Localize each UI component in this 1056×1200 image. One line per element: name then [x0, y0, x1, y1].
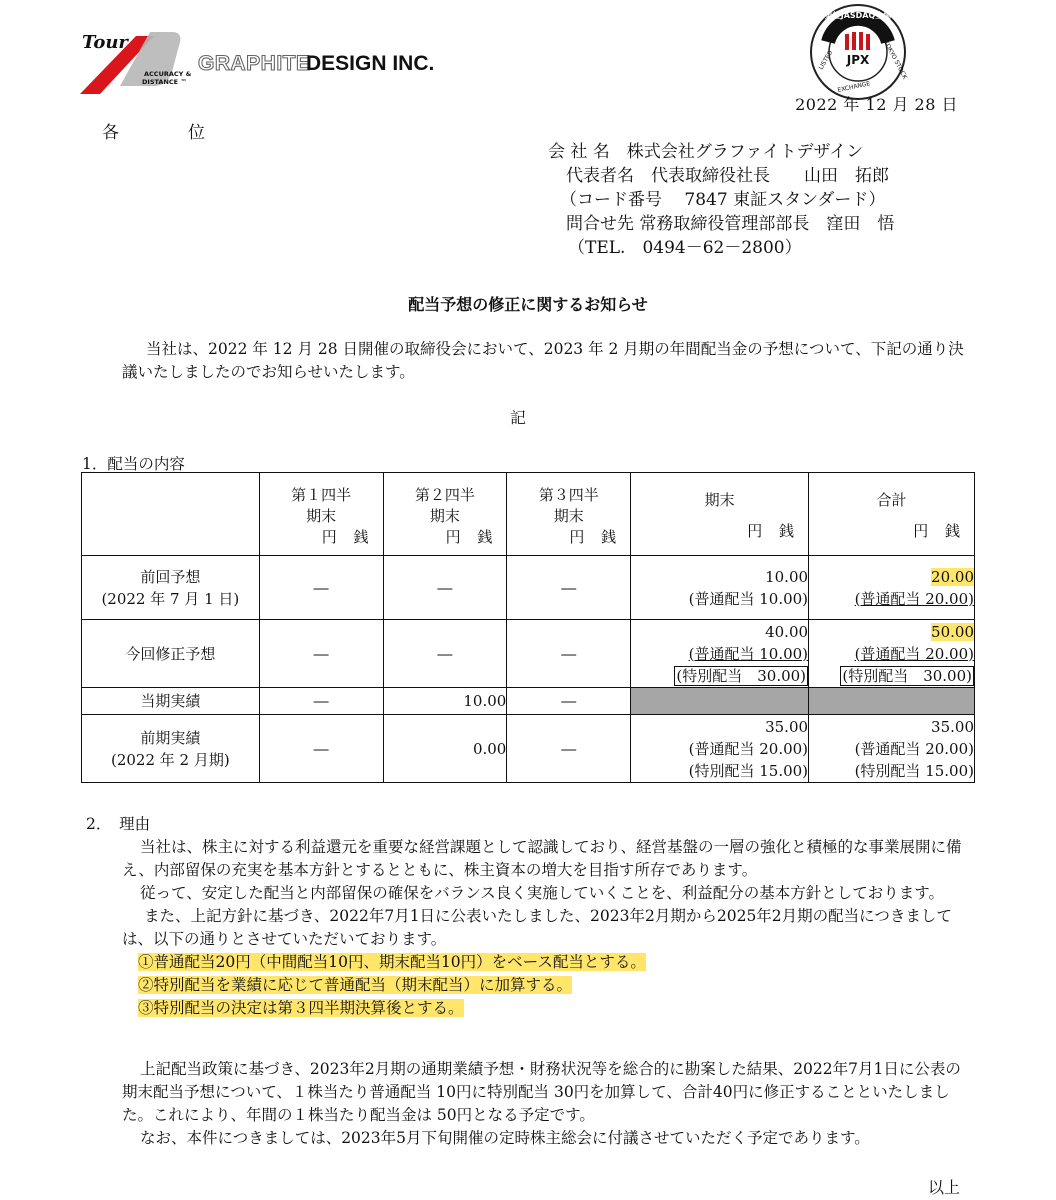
- header-q3-line1: 第３四半: [538, 485, 599, 504]
- policy-item: [122, 997, 964, 1020]
- row-label-line2: (2022 年 2 月期): [110, 750, 230, 769]
- header-q3-unit: 円 銭: [569, 527, 623, 546]
- svg-text:JPX: JPX: [846, 53, 870, 67]
- policy-item-text: ①普通配当20円（中間配当10円、期末配当10円）をベース配当とする。: [138, 953, 646, 971]
- total-ordinary: (普通配当 20.00): [854, 589, 974, 608]
- year-end-special: (特別配当 30.00): [676, 666, 807, 685]
- cell-total-empty: [809, 688, 975, 715]
- cell-q2: ―: [383, 556, 507, 620]
- cell-q1: ―: [259, 688, 383, 715]
- total-ordinary: (普通配当 20.00): [854, 644, 974, 663]
- svg-text:GRAPHITE: GRAPHITE: [198, 52, 311, 75]
- header-year-end-label: 期末: [704, 491, 735, 509]
- sender-code: （コード番号 7847 東証スタンダード）: [560, 190, 886, 210]
- closing-paragraph: なお、本件につきましては、2023年5月下旬開催の定時株主総会に付議させていただく予定であります。: [140, 1129, 870, 1147]
- ki-mark: 記: [510, 409, 526, 427]
- header-q2-line1: 第２四半: [414, 485, 475, 504]
- header-q1-unit: 円 銭: [321, 527, 375, 546]
- table-header-row: [82, 473, 975, 556]
- closing-paragraph: 上記配当政策に基づき、2023年2月期の通期業績予想・財務状況等を総合的に勘案した結果、2022年7月1日に公表の期末配当予想について、１株当たり普通配当 10円に特別配当 30円を加算して、合計40円に修正することといたしました。これにより、年間の１株当たり配当金は 50円となる予定です。: [122, 1060, 961, 1124]
- header-q2-unit: 円 銭: [445, 527, 499, 546]
- cell-year-end: [631, 715, 809, 783]
- header-q3: [507, 473, 631, 556]
- sender-company: 会 社 名 株式会社グラファイトデザイン: [548, 142, 864, 162]
- policy-item-text: ③特別配当の決定は第３四半期決算後とする。: [138, 999, 464, 1017]
- section1-heading: 1．配当の内容: [82, 455, 185, 473]
- year-end-ordinary: (普通配当 10.00): [688, 644, 809, 663]
- table-row: [82, 688, 975, 715]
- row-label-line1: 前回予想: [140, 567, 201, 586]
- year-end-value: 40.00: [765, 622, 809, 641]
- table-row: [82, 715, 975, 783]
- year-end-special: (特別配当 15.00): [688, 761, 809, 780]
- cell-year-end: [631, 556, 809, 620]
- svg-text:Tour: Tour: [82, 32, 128, 53]
- total-value: 20.00: [931, 567, 974, 586]
- policy-item: [122, 974, 964, 997]
- row-label: [82, 620, 260, 688]
- svg-text:EXCHANGE: EXCHANGE: [836, 80, 871, 94]
- svg-text:LISTED: LISTED: [817, 49, 835, 71]
- header-total-label: 合計: [876, 491, 907, 509]
- header-year-end: [631, 473, 809, 556]
- header-q1: [259, 473, 383, 556]
- cell-q2: ―: [383, 620, 507, 688]
- year-end-ordinary: (普通配当 20.00): [688, 739, 809, 758]
- cell-q3: ―: [507, 620, 631, 688]
- cell-total: [809, 715, 975, 783]
- header-total-unit: 円 銭: [913, 522, 966, 540]
- section2-heading: 2． 理由: [86, 815, 151, 833]
- jpx-listing-seal: [808, 2, 908, 102]
- sender-tel: （TEL. 0494－62－2800）: [568, 238, 802, 258]
- cell-total: [809, 620, 975, 688]
- total-value: 35.00: [931, 717, 974, 736]
- cell-q3: ―: [507, 715, 631, 783]
- cell-q2: 0.00: [383, 715, 507, 783]
- cell-q3: ―: [507, 556, 631, 620]
- total-special: (特別配当 30.00): [842, 666, 972, 685]
- total-value: 50.00: [931, 622, 974, 641]
- header-year-end-unit: 円 銭: [747, 522, 801, 540]
- svg-text:東証JASDAQ上場: 東証JASDAQ上場: [824, 11, 892, 20]
- cell-q1: ―: [259, 620, 383, 688]
- svg-text:DESIGN INC.: DESIGN INC.: [306, 52, 435, 75]
- year-end-value: 10.00: [765, 567, 809, 586]
- sender-representative: 代表者名 代表取締役社長 山田 拓郎: [566, 166, 889, 186]
- addressee-char-2: 位: [188, 123, 207, 143]
- row-label-line1: 当期実績: [140, 692, 201, 710]
- document-date: 2022 年 12 月 28 日: [795, 95, 958, 114]
- reason-paragraph: 従って、安定した配当と内部留保の確保をバランス良く実施していくことを、利益配分の基本方針としております。: [140, 884, 944, 902]
- policy-item-text: ②特別配当を業績に応じて普通配当（期末配当）に加算する。: [138, 976, 573, 994]
- company-logo: [80, 26, 470, 94]
- dividend-table: [81, 472, 975, 783]
- header-total: [809, 473, 975, 556]
- year-end-value: 35.00: [765, 717, 809, 736]
- cell-year-end: [631, 620, 809, 688]
- header-q3-line2: 期末: [553, 506, 584, 525]
- header-q1-line1: 第１四半: [291, 485, 352, 504]
- table-row: [82, 620, 975, 688]
- total-ordinary: (普通配当 20.00): [854, 739, 974, 758]
- cell-total: [809, 556, 975, 620]
- row-label: [82, 556, 260, 620]
- svg-text:ACCURACY &: ACCURACY &: [144, 70, 192, 78]
- svg-text:DISTANCE ™: DISTANCE ™: [142, 78, 187, 86]
- document-title: 配当予想の修正に関するお知らせ: [408, 295, 648, 314]
- row-label: [82, 715, 260, 783]
- total-special: (特別配当 15.00): [854, 761, 974, 780]
- cell-q2: 10.00: [383, 688, 507, 715]
- end-mark: 以上: [927, 1178, 960, 1197]
- cell-q1: ―: [259, 556, 383, 620]
- year-end-ordinary: (普通配当 10.00): [688, 589, 809, 608]
- intro-paragraph: 当社は、2022 年 12 月 28 日開催の取締役会において、2023 年 2 月期の年間配当金の予想について、下記の通り決議いたしましたのでお知らせいたします。: [122, 340, 964, 381]
- reason-paragraph: 当社は、株主に対する利益還元を重要な経営課題として認識しており、経営基盤の一層の強化と積極的な事業展開に備え、内部留保の充実を基本方針とするとともに、株主資本の増大を目指す所存であります。: [122, 838, 962, 879]
- reason-paragraph: また、上記方針に基づき、2022年7月1日に公表いたしました、2023年2月期から2025年2月期の配当につきましては、以下の通りとさせていただいております。: [122, 907, 952, 948]
- cell-year-end-empty: [631, 688, 809, 715]
- addressee-char-1: 各: [102, 123, 121, 143]
- header-q2: [383, 473, 507, 556]
- policy-item: [122, 951, 964, 974]
- svg-text:TOKYO STOCK: TOKYO STOCK: [882, 39, 908, 81]
- row-label: [82, 688, 260, 715]
- sender-contact: 問合せ先 常務取締役管理部部長 窪田 悟: [566, 214, 895, 234]
- row-label-line1: 今回修正予想: [125, 644, 216, 663]
- cell-q1: ―: [259, 715, 383, 783]
- closing-body: [122, 1058, 964, 1150]
- row-label-line1: 前期実績: [140, 728, 201, 747]
- table-row: [82, 556, 975, 620]
- addressee: [102, 118, 274, 143]
- cell-q3: ―: [507, 688, 631, 715]
- sender-block: [548, 140, 894, 260]
- reason-body: [122, 836, 964, 1020]
- header-empty-cell: [82, 473, 260, 556]
- header-q2-line2: 期末: [429, 506, 460, 525]
- header-q1-line2: 期末: [306, 506, 337, 525]
- row-label-line2: (2022 年 7 月 1 日): [101, 589, 240, 608]
